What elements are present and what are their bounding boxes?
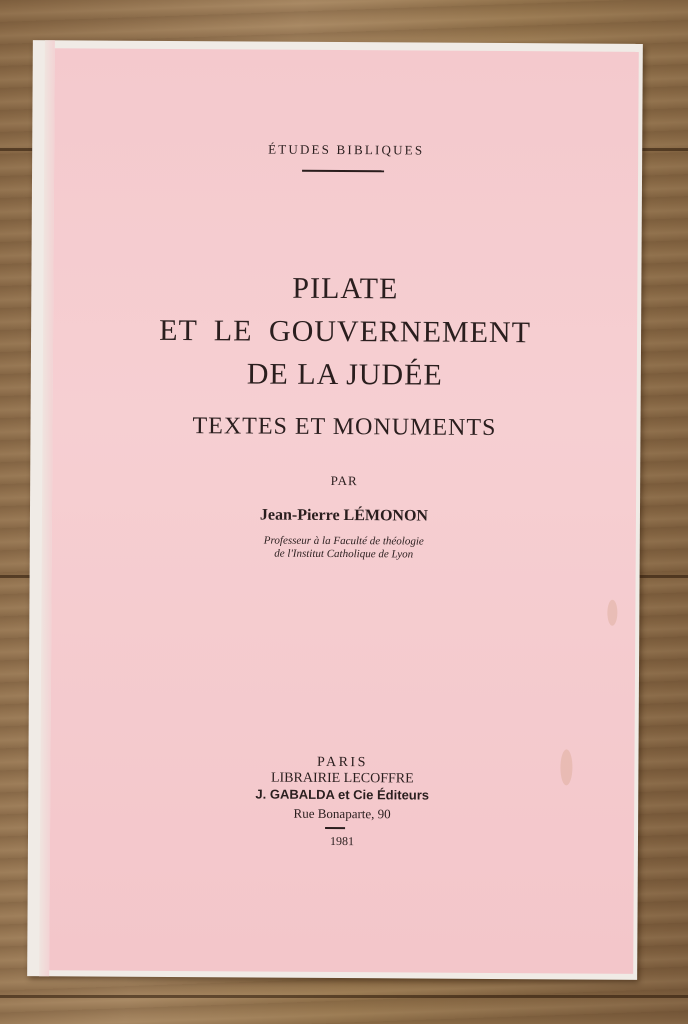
publisher-city: PARIS: [316, 754, 368, 771]
table-plank-seam: [0, 995, 688, 998]
year-rule: [325, 827, 345, 829]
publication-year: 1981: [329, 833, 355, 849]
book: [27, 40, 643, 980]
publisher-address: Rue Bonaparte, 90: [293, 805, 391, 822]
title-line-1: PILATE: [292, 271, 399, 306]
subtitle: TEXTES ET MONUMENTS: [192, 413, 497, 441]
author-affiliation-line-2: de l'Institut Catholique de Lyon: [274, 547, 414, 561]
title-line-2: ET LE GOUVERNEMENT: [159, 313, 532, 350]
title-line-3: DE LA JUDÉE: [246, 357, 443, 392]
series-rule: [302, 170, 384, 172]
book-cover: [49, 48, 639, 974]
by-label: PAR: [330, 472, 358, 489]
publisher-editors: J. GABALDA et Cie Éditeurs: [255, 786, 430, 803]
author-affiliation-line-1: Professeur à la Faculté de théologie: [263, 534, 424, 548]
series-title: ÉTUDES BIBLIQUES: [268, 141, 425, 158]
author-name: Jean-Pierre LÉMONON: [259, 506, 429, 525]
cover-stain: [607, 600, 617, 626]
publisher-name: LIBRAIRIE LECOFFRE: [270, 770, 414, 787]
